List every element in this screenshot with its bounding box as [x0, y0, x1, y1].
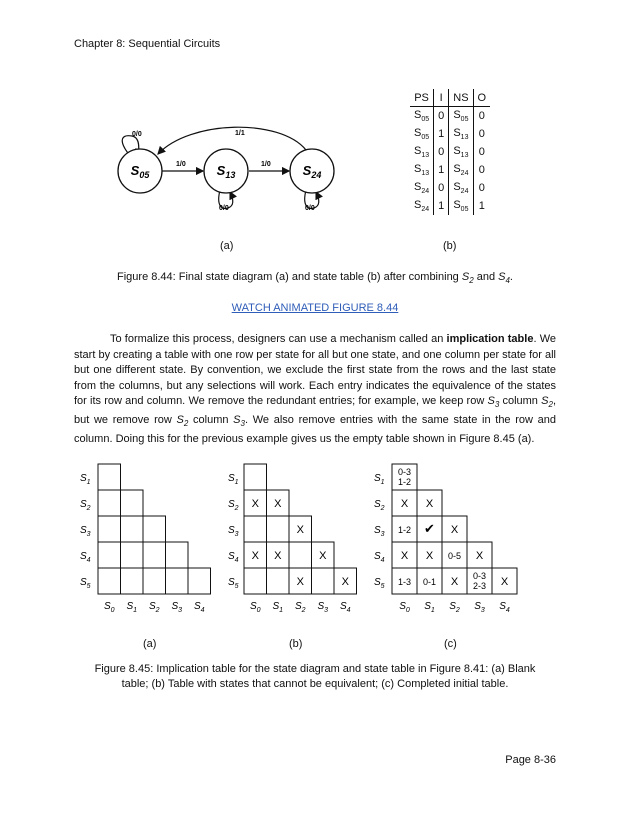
row-label: $S_5$: [228, 577, 239, 590]
column-label: $S_4$: [499, 601, 510, 614]
cell-i: 0: [434, 107, 449, 126]
row-label: $S_4$: [80, 551, 91, 564]
cell-value: X: [296, 524, 304, 536]
row-label: $S_3$: [80, 525, 91, 538]
cell-value: X: [425, 498, 434, 510]
body-paragraph: To formalize this process, designers can use a mechanism called an implication table. We start by creating a table with one row per state for all but one state, and one column per state for all but one different state. By convention, we exclude the first state from the rows and the last state from the columns, but any selections will work. Each entry indicates the equivalence of the states for its row and column. We remove the redundant entries; for example, we keep row $S_3$ column $S_2$, but we remove row $S_2$ column $S_3$. We also remove entries with the same state in the row and column. Doing this for the previous example gives us the empty table shown in Figure 8.45 (a).: [74, 333, 557, 445]
cell-value: X: [425, 550, 434, 562]
row-label: $S_1$: [228, 473, 239, 486]
state-table-row: [410, 143, 490, 161]
state-label-s24: $S_{24}$: [302, 163, 322, 180]
column-label: $S_3$: [474, 601, 485, 614]
cell-value: X: [450, 576, 459, 588]
table-cell: [121, 490, 144, 516]
cell-value: 0-1: [422, 577, 437, 587]
running-header: Chapter 8: Sequential Circuits: [74, 38, 221, 50]
column-label: $S_1$: [126, 601, 138, 614]
cell-o: 0: [473, 179, 490, 197]
fig44-label-a: (a): [220, 240, 234, 252]
cell-ps: $S_{24}$: [414, 180, 430, 196]
cell-value: X: [251, 498, 259, 510]
table-cell: [267, 516, 290, 542]
cell-ps: $S_{13}$: [414, 144, 430, 160]
cell-value: 0-3: [472, 571, 487, 581]
table-cell: [244, 464, 267, 490]
cell-i: 1: [434, 125, 449, 143]
table-cell: [143, 516, 166, 542]
watch-animated-figure-link[interactable]: WATCH ANIMATED FIGURE 8.44: [231, 302, 399, 314]
cell-value: 2-3: [472, 581, 487, 591]
row-label: $S_3$: [374, 525, 385, 538]
column-label: $S_1$: [424, 601, 435, 614]
cell-value: X: [500, 576, 509, 588]
table-cell: [98, 490, 121, 516]
cell-ns: $S_{24}$: [449, 179, 473, 197]
implication-table-c: [368, 462, 523, 630]
cell-value: X: [274, 498, 282, 510]
table-cell: [121, 516, 144, 542]
cell-o: 1: [473, 197, 490, 215]
cell-i: 1: [434, 197, 449, 215]
state-diagram: [110, 118, 370, 228]
implication-table-a: [74, 462, 219, 630]
label-s05-s13: 1/0: [176, 161, 186, 168]
cell-value: X: [251, 550, 259, 562]
cell-value: X: [475, 550, 484, 562]
table-cell: [244, 516, 267, 542]
state-table-row: [410, 179, 490, 197]
table-cell: [121, 568, 144, 594]
page-number: Page 8-36: [505, 754, 556, 766]
cell-ns: $S_{05}$: [449, 107, 473, 126]
row-label: $S_4$: [228, 551, 239, 564]
label-s13-s24: 1/0: [261, 161, 271, 168]
cell-i: 1: [434, 161, 449, 179]
state-table-header: [410, 89, 490, 107]
cell-ps: $S_{05}$: [414, 126, 430, 142]
implication-table-b: [222, 462, 367, 630]
fig45-label-c: (c): [444, 638, 457, 650]
cell-value: X: [400, 498, 409, 510]
state-label-s05: $S_{05}$: [130, 163, 150, 180]
row-label: $S_3$: [228, 525, 239, 538]
cell-ns: $S_{24}$: [449, 161, 473, 179]
cell-i: 0: [434, 179, 449, 197]
row-label: $S_5$: [374, 577, 385, 590]
cell-value: 1-2: [397, 477, 412, 487]
table-cell: [98, 464, 121, 490]
table-cell: [143, 542, 166, 568]
cell-o: 0: [473, 107, 490, 126]
table-cell: [166, 568, 189, 594]
column-label: $S_2$: [449, 601, 460, 614]
cell-i: 0: [434, 143, 449, 161]
table-cell: [166, 542, 189, 568]
cell-ps: $S_{13}$: [414, 162, 430, 178]
table-cell: [121, 542, 144, 568]
table-cell: [98, 516, 121, 542]
cell-o: 0: [473, 143, 490, 161]
cell-value: X: [450, 524, 459, 536]
column-label: $S_2$: [148, 601, 160, 614]
row-label: $S_1$: [80, 473, 91, 486]
cell-ps: $S_{05}$: [414, 108, 430, 124]
col-ns: NS: [449, 89, 473, 107]
fig45-caption: Figure 8.45: Implication table for the state diagram and state table in Figure 8.41: (a) Blank table; (b) Table with states that cannot be equivalent; (c) Completed initial table.: [94, 663, 536, 690]
cell-value: 1-3: [397, 577, 412, 587]
state-table-row: [410, 125, 490, 143]
cell-value: ✔: [424, 521, 435, 536]
cell-value: X: [341, 576, 349, 588]
state-table-row: [410, 197, 490, 215]
fig45-label-a: (a): [143, 638, 157, 650]
cell-value: X: [296, 576, 304, 588]
cell-ns: $S_{13}$: [449, 125, 473, 143]
row-label: $S_2$: [374, 499, 385, 512]
column-label: $S_4$: [193, 601, 205, 614]
table-cell: [244, 568, 267, 594]
cell-value: 1-2: [397, 525, 412, 535]
label-s13-self: 0/0: [219, 205, 229, 212]
cell-value: 0-5: [447, 551, 462, 561]
col-ps: PS: [410, 89, 434, 107]
cell-value: X: [274, 550, 282, 562]
table-cell: [267, 568, 290, 594]
cell-ps: $S_{24}$: [414, 198, 430, 214]
row-label: $S_1$: [374, 473, 385, 486]
cell-ns: $S_{13}$: [449, 143, 473, 161]
column-label: $S_0$: [399, 601, 410, 614]
col-o: O: [473, 89, 490, 107]
column-label: $S_3$: [171, 601, 183, 614]
label-s24-self: 0/0: [305, 205, 315, 212]
label-s05-self: 0/0: [132, 131, 142, 138]
table-cell: [143, 568, 166, 594]
column-label: $S_2$: [294, 601, 306, 614]
cell-o: 0: [473, 125, 490, 143]
cell-o: 0: [473, 161, 490, 179]
row-label: $S_5$: [80, 577, 91, 590]
table-cell: [98, 568, 121, 594]
table-cell: [312, 568, 335, 594]
col-i: I: [434, 89, 449, 107]
fig44-label-b: (b): [443, 240, 457, 252]
label-s24-s05: 1/1: [235, 130, 245, 137]
column-label: $S_0$: [249, 601, 261, 614]
state-label-s13: $S_{13}$: [216, 163, 236, 180]
cell-value: X: [400, 550, 409, 562]
column-label: $S_3$: [317, 601, 329, 614]
column-label: $S_1$: [272, 601, 284, 614]
state-table: [410, 89, 490, 215]
column-label: $S_0$: [103, 601, 115, 614]
fig45-label-b: (b): [289, 638, 303, 650]
fig44-caption: Figure 8.44: Final state diagram (a) and state table (b) after combining $S_2$ and $S_4$.: [117, 271, 513, 286]
row-label: $S_2$: [80, 499, 91, 512]
cell-value: X: [319, 550, 327, 562]
table-cell: [289, 542, 312, 568]
table-cell: [188, 568, 211, 594]
row-label: $S_2$: [228, 499, 239, 512]
cell-ns: $S_{05}$: [449, 197, 473, 215]
row-label: $S_4$: [374, 551, 385, 564]
state-table-row: [410, 107, 490, 126]
column-label: $S_4$: [339, 601, 351, 614]
cell-value: 0-3: [397, 467, 412, 477]
table-cell: [98, 542, 121, 568]
state-table-row: [410, 161, 490, 179]
